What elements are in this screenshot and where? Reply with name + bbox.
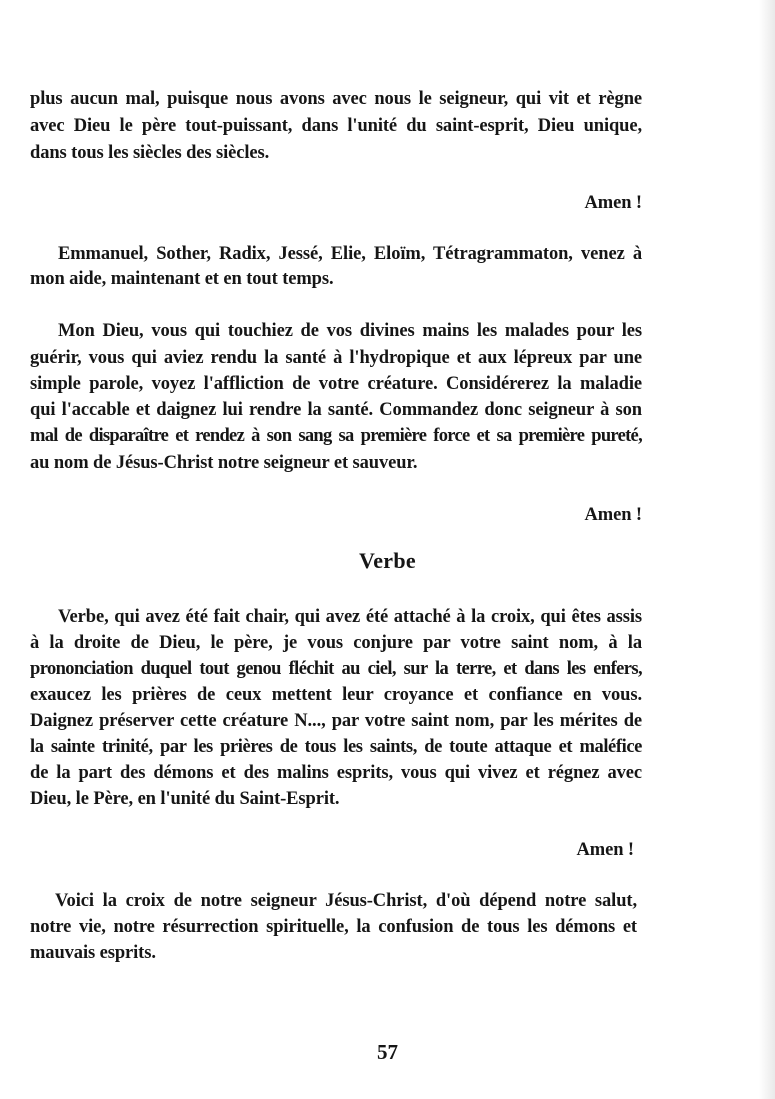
- paragraph-line: mal de disparaître et rendez à son sang sa première force et sa première pureté,: [30, 426, 642, 446]
- paragraph-line: simple parole, voyez l'affliction de votre créature. Considérerez la maladie: [30, 374, 642, 394]
- paragraph-line: de la part des démons et des malins esprits, vous qui vivez et régnez avec: [30, 763, 642, 783]
- paragraph-line: Mon Dieu, vous qui touchiez de vos divines mains les malades pour les: [58, 321, 642, 341]
- paragraph-line: guérir, vous qui aviez rendu la santé à l'hydropique et aux lépreux par une: [30, 348, 642, 368]
- paragraph-line: mon aide, maintenant et en tout temps.: [30, 269, 334, 289]
- paragraph-line: Emmanuel, Sother, Radix, Jessé, Elie, Eloïm, Tétragrammaton, venez à: [58, 244, 642, 264]
- paragraph-line: mauvais esprits.: [30, 943, 156, 963]
- paragraph-line: Daignez préserver cette créature N..., par votre saint nom, par les mérites de: [30, 711, 642, 731]
- paragraph-line: Dieu, le Père, en l'unité du Saint-Esprit.: [30, 789, 340, 809]
- amen-line: Amen !: [584, 505, 642, 525]
- amen-line: Amen !: [584, 193, 642, 213]
- paragraph-line: la sainte trinité, par les prières de tous les saints, de toute attaque et maléfice: [30, 737, 642, 757]
- page-number: 57: [377, 1040, 398, 1064]
- paragraph-line: exaucez les prières de ceux mettent leur croyance et confiance en vous.: [30, 685, 642, 705]
- paragraph-line: prononciation duquel tout genou fléchit au ciel, sur la terre, et dans les enfers,: [30, 659, 642, 679]
- paragraph-line: Verbe, qui avez été fait chair, qui avez été attaché à la croix, qui êtes assis: [58, 607, 642, 627]
- paragraph-line: Voici la croix de notre seigneur Jésus-Christ, d'où dépend notre salut,: [55, 891, 637, 911]
- amen-line: Amen !: [576, 840, 634, 860]
- paragraph-line: au nom de Jésus-Christ notre seigneur et sauveur.: [30, 453, 418, 473]
- paragraph-line: notre vie, notre résurrection spirituelle, la confusion de tous les démons et: [30, 917, 637, 937]
- section-heading: Verbe: [359, 548, 416, 573]
- paragraph-line: dans tous les siècles des siècles.: [30, 143, 270, 163]
- paragraph-line: avec Dieu le père tout-puissant, dans l'unité du saint-esprit, Dieu unique,: [30, 116, 642, 136]
- paragraph-line: à la droite de Dieu, le père, je vous conjure par votre saint nom, à la: [30, 633, 642, 653]
- paragraph-line: plus aucun mal, puisque nous avons avec nous le seigneur, qui vit et règne: [30, 89, 642, 109]
- paragraph-line: qui l'accable et daignez lui rendre la santé. Commandez donc seigneur à son: [30, 400, 642, 420]
- page-edge-shadow: [759, 0, 775, 1099]
